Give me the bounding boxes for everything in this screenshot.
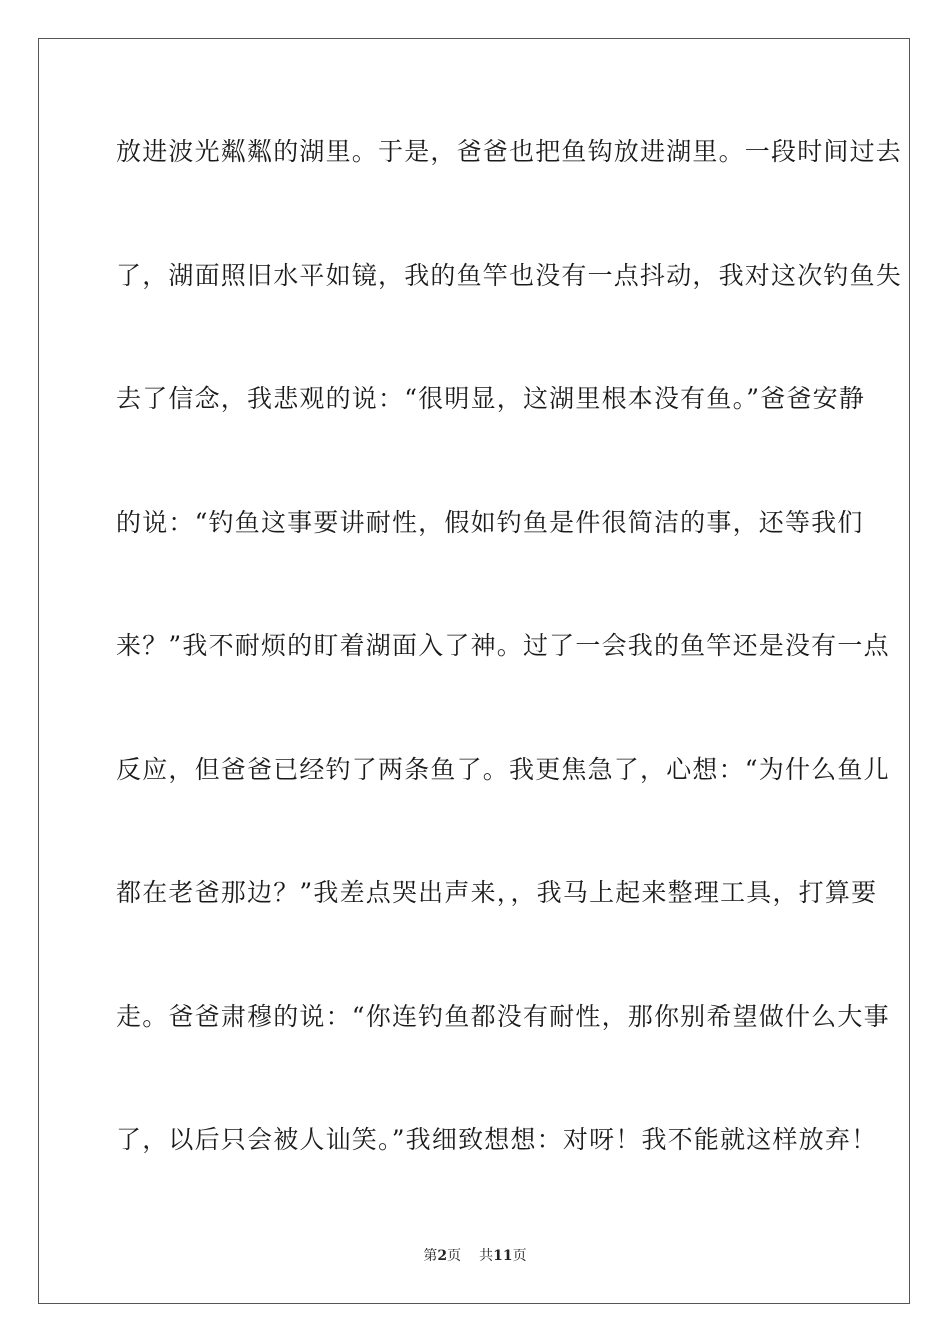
footer-total-prefix: 共 — [479, 1248, 494, 1264]
page-border — [38, 38, 910, 1304]
body-line-6: 反应，但爸爸已经钓了两条鱼了。我更焦急了，心想：“为什么鱼儿 — [116, 755, 890, 784]
page-footer — [0, 1247, 950, 1265]
body-line-3: 去了信念，我悲观的说：“很明显，这湖里根本没有鱼。”爸爸安静 — [116, 384, 866, 413]
body-line-2: 了，湖面照旧水平如镜，我的鱼竿也没有一点抖动，我对这次钓鱼失 — [116, 261, 903, 290]
body-line-4: 的说：“钓鱼这事要讲耐性，假如钓鱼是件很简洁的事，还等我们 — [116, 508, 864, 537]
body-line-9: 了，以后只会被人讪笑。”我细致想想：对呀！我不能就这样放弃！ — [116, 1125, 878, 1154]
footer-page-prefix: 第 — [423, 1248, 438, 1264]
body-line-1: 放进波光粼粼的湖里。于是，爸爸也把鱼钩放进湖里。一段时间过去 — [116, 137, 903, 166]
footer-total-suffix: 页 — [512, 1248, 527, 1264]
body-line-5: 来？”我不耐烦的盯着湖面入了神。过了一会我的鱼竿还是没有一点 — [116, 631, 890, 660]
footer-page-suffix: 页 — [447, 1248, 462, 1264]
footer-page-number: 2 — [437, 1248, 448, 1264]
body-line-8: 走。爸爸肃穆的说：“你连钓鱼都没有耐性，那你别希望做什么大事 — [116, 1002, 890, 1031]
footer-total-pages: 11 — [493, 1248, 513, 1264]
body-line-7: 都在老爸那边？”我差点哭出声来，，我马上起来整理工具，打算要 — [116, 878, 878, 907]
